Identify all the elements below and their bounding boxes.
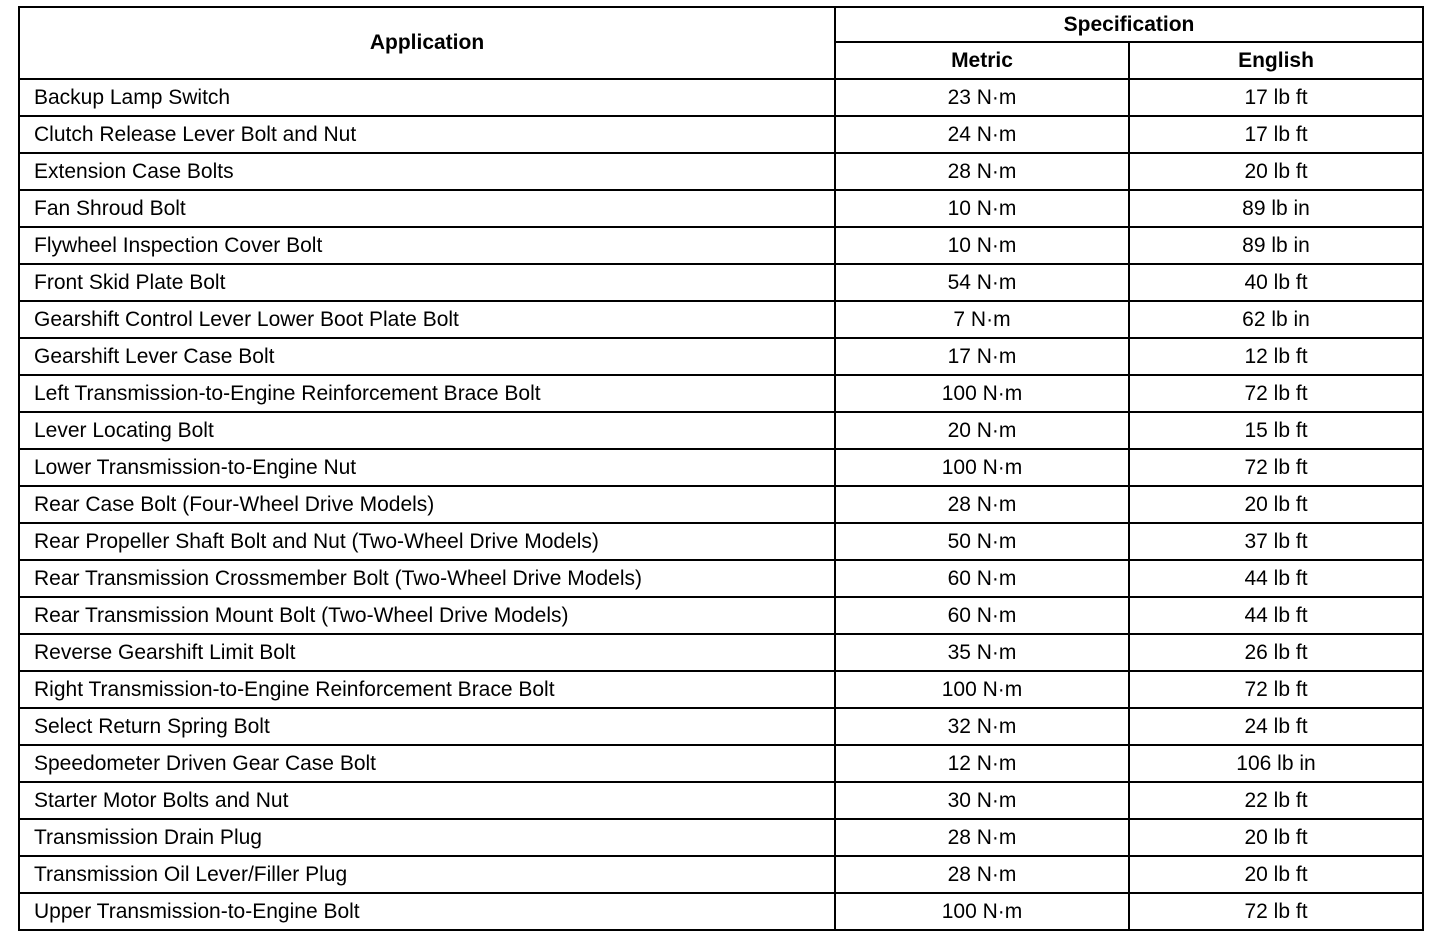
application-cell: Gearshift Control Lever Lower Boot Plate Bolt <box>19 301 835 338</box>
metric-cell: 35 N·m <box>835 634 1129 671</box>
table-row <box>19 375 1423 412</box>
application-cell: Fan Shroud Bolt <box>19 190 835 227</box>
english-cell: 44 lb ft <box>1129 597 1423 634</box>
metric-cell: 100 N·m <box>835 449 1129 486</box>
application-cell: Lower Transmission-to-Engine Nut <box>19 449 835 486</box>
table-row <box>19 153 1423 190</box>
application-cell: Transmission Drain Plug <box>19 819 835 856</box>
metric-cell: 28 N·m <box>835 486 1129 523</box>
table-row <box>19 782 1423 819</box>
english-cell: 22 lb ft <box>1129 782 1423 819</box>
english-cell: 37 lb ft <box>1129 523 1423 560</box>
metric-column-header: Metric <box>835 42 1129 79</box>
english-cell: 62 lb in <box>1129 301 1423 338</box>
application-cell: Left Transmission-to-Engine Reinforcement Brace Bolt <box>19 375 835 412</box>
metric-cell: 54 N·m <box>835 264 1129 301</box>
table-row <box>19 190 1423 227</box>
application-cell: Lever Locating Bolt <box>19 412 835 449</box>
application-cell: Rear Transmission Mount Bolt (Two-Wheel Drive Models) <box>19 597 835 634</box>
application-cell: Front Skid Plate Bolt <box>19 264 835 301</box>
table-row <box>19 634 1423 671</box>
application-cell: Right Transmission-to-Engine Reinforcement Brace Bolt <box>19 671 835 708</box>
table-row <box>19 893 1423 930</box>
table-header <box>19 7 1423 79</box>
application-cell: Gearshift Lever Case Bolt <box>19 338 835 375</box>
metric-cell: 100 N·m <box>835 893 1129 930</box>
application-cell: Transmission Oil Lever/Filler Plug <box>19 856 835 893</box>
english-cell: 89 lb in <box>1129 227 1423 264</box>
metric-cell: 7 N·m <box>835 301 1129 338</box>
metric-cell: 24 N·m <box>835 116 1129 153</box>
english-cell: 26 lb ft <box>1129 634 1423 671</box>
table-row <box>19 708 1423 745</box>
metric-cell: 10 N·m <box>835 190 1129 227</box>
table-row <box>19 301 1423 338</box>
english-cell: 24 lb ft <box>1129 708 1423 745</box>
english-cell: 72 lb ft <box>1129 449 1423 486</box>
english-cell: 20 lb ft <box>1129 819 1423 856</box>
table-row <box>19 227 1423 264</box>
english-cell: 20 lb ft <box>1129 153 1423 190</box>
table-row <box>19 745 1423 782</box>
metric-cell: 50 N·m <box>835 523 1129 560</box>
metric-cell: 28 N·m <box>835 153 1129 190</box>
specification-column-header: Specification <box>835 7 1423 42</box>
english-cell: 17 lb ft <box>1129 116 1423 153</box>
application-cell: Clutch Release Lever Bolt and Nut <box>19 116 835 153</box>
english-cell: 72 lb ft <box>1129 893 1423 930</box>
metric-cell: 23 N·m <box>835 79 1129 116</box>
application-cell: Upper Transmission-to-Engine Bolt <box>19 893 835 930</box>
table-row <box>19 486 1423 523</box>
metric-cell: 28 N·m <box>835 856 1129 893</box>
metric-cell: 100 N·m <box>835 671 1129 708</box>
metric-cell: 10 N·m <box>835 227 1129 264</box>
english-cell: 72 lb ft <box>1129 671 1423 708</box>
table-row <box>19 264 1423 301</box>
table-row <box>19 856 1423 893</box>
metric-cell: 32 N·m <box>835 708 1129 745</box>
table-row <box>19 523 1423 560</box>
table-row <box>19 412 1423 449</box>
table-row <box>19 597 1423 634</box>
table-body <box>19 79 1423 930</box>
english-cell: 44 lb ft <box>1129 560 1423 597</box>
metric-cell: 20 N·m <box>835 412 1129 449</box>
application-cell: Flywheel Inspection Cover Bolt <box>19 227 835 264</box>
english-cell: 17 lb ft <box>1129 79 1423 116</box>
application-cell: Reverse Gearshift Limit Bolt <box>19 634 835 671</box>
table-row <box>19 338 1423 375</box>
english-cell: 40 lb ft <box>1129 264 1423 301</box>
metric-cell: 100 N·m <box>835 375 1129 412</box>
english-cell: 20 lb ft <box>1129 486 1423 523</box>
english-cell: 15 lb ft <box>1129 412 1423 449</box>
fastener-specifications-table <box>18 6 1424 931</box>
application-cell: Rear Transmission Crossmember Bolt (Two-Wheel Drive Models) <box>19 560 835 597</box>
table-row <box>19 116 1423 153</box>
application-cell: Speedometer Driven Gear Case Bolt <box>19 745 835 782</box>
english-column-header: English <box>1129 42 1423 79</box>
english-cell: 20 lb ft <box>1129 856 1423 893</box>
application-cell: Select Return Spring Bolt <box>19 708 835 745</box>
metric-cell: 60 N·m <box>835 560 1129 597</box>
application-cell: Starter Motor Bolts and Nut <box>19 782 835 819</box>
table-row <box>19 449 1423 486</box>
application-cell: Rear Case Bolt (Four-Wheel Drive Models) <box>19 486 835 523</box>
english-cell: 12 lb ft <box>1129 338 1423 375</box>
application-cell: Backup Lamp Switch <box>19 79 835 116</box>
metric-cell: 30 N·m <box>835 782 1129 819</box>
english-cell: 72 lb ft <box>1129 375 1423 412</box>
metric-cell: 17 N·m <box>835 338 1129 375</box>
application-column-header: Application <box>19 7 835 79</box>
table-row <box>19 79 1423 116</box>
table-row <box>19 560 1423 597</box>
metric-cell: 12 N·m <box>835 745 1129 782</box>
metric-cell: 28 N·m <box>835 819 1129 856</box>
application-cell: Rear Propeller Shaft Bolt and Nut (Two-Wheel Drive Models) <box>19 523 835 560</box>
table-row <box>19 671 1423 708</box>
application-cell: Extension Case Bolts <box>19 153 835 190</box>
metric-cell: 60 N·m <box>835 597 1129 634</box>
table-row <box>19 819 1423 856</box>
english-cell: 106 lb in <box>1129 745 1423 782</box>
english-cell: 89 lb in <box>1129 190 1423 227</box>
